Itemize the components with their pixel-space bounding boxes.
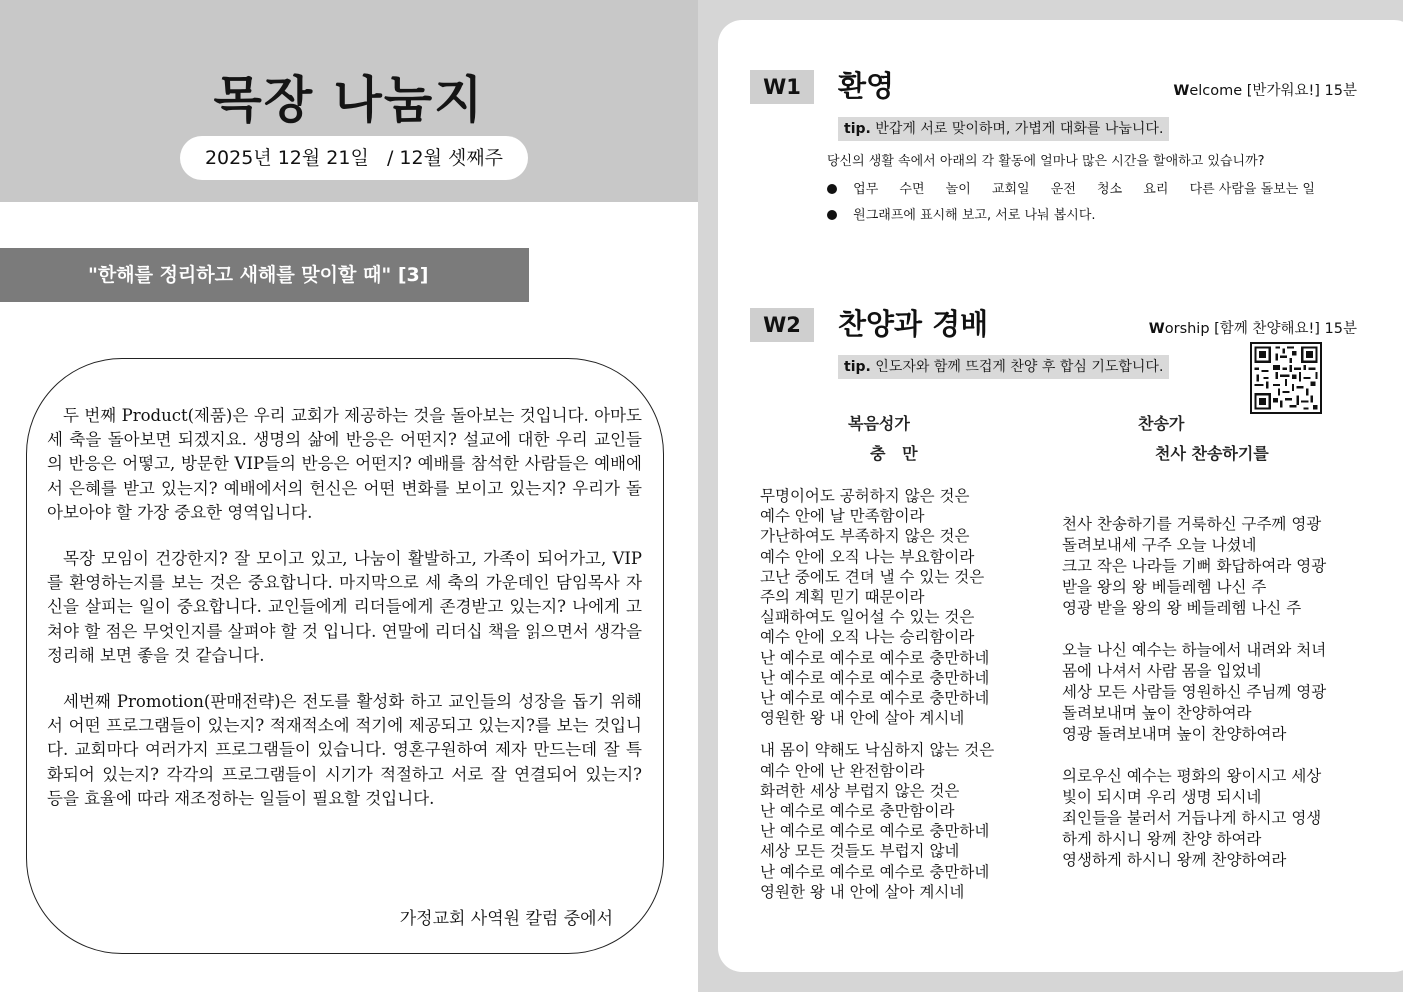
section-title-welcome: 환영 [838, 69, 895, 103]
lyric-line: 예수 안에 난 완전함이라 [760, 761, 925, 780]
lyric-line: 무명이어도 공허하지 않은 것은 [760, 487, 970, 505]
activity-item: 청소 [1097, 182, 1123, 197]
lyric-line: 예수 안에 오직 나는 부요함이라 [760, 547, 975, 566]
lyric-line: 예수 안에 오직 나는 승리함이라 [760, 628, 975, 647]
welcome-instruction: 원그래프에 표시해 보고, 서로 나눠 봅시다. [827, 204, 1096, 223]
lyric-line: 하게 하시니 왕께 찬양 하여라 [1062, 830, 1262, 848]
lyric-line: 난 예수로 예수로 예수로 충만하네 [760, 668, 990, 687]
activity-item: 수면 [899, 182, 925, 197]
lyric-line: 죄인들을 불러서 거듭나게 하시고 영생 [1062, 809, 1322, 827]
column-paragraph: 세번째 Promotion(판매전략)은 전도를 활성화 하고 교인들의 성장을 돕기 위해서 어떤 프로그램들이 있는지? 적재적소에 적기에 제공되고 있는지?를 보는 것입니다. 교회마다 여러가지 프로그램들이 있습니다. 영혼구원하여 제자 만드는데 잘 특화되어 있는지? 각각의 프로그램들이 시기가 적절하고 서로 잘 연결되어 있는지? 등을 효율에 따라 재조정하는 일들이 필요할 것입니다. [47, 692, 642, 808]
section-subtitle-worship: Worship [함께 찬양해요!] 15분 [1148, 321, 1357, 337]
section-title-worship: 찬양과 경배 [838, 307, 989, 341]
lyric-line: 내 몸이 약해도 낙심하지 않는 것은 [760, 741, 995, 760]
column-title: "한해를 정리하고 새해를 맞이할 때" [3] [0, 248, 529, 302]
date-text: 2025년 12월 21일 [204, 147, 369, 169]
lyric-line: 영광 돌려보내며 높이 찬양하여라 [1062, 725, 1287, 743]
lyric-line: 세상 모든 사람들 영원하신 주님께 영광 [1062, 683, 1327, 701]
lyric-line: 난 예수로 예수로 예수로 충만하네 [760, 648, 990, 667]
lyric-line: 영생하게 하시니 왕께 찬양하여라 [1062, 851, 1287, 869]
lyric-line: 난 예수로 예수로 예수로 충만하네 [760, 822, 990, 841]
activity-item: 놀이 [945, 182, 971, 197]
activity-item: 교회일 [991, 182, 1030, 197]
lyric-line: 난 예수로 예수로 충만함이라 [760, 802, 955, 821]
stanza [760, 740, 994, 902]
lyric-line: 영원한 왕 내 안에 살아 계시네 [760, 709, 965, 728]
section-subtitle-welcome: Welcome [반가워요!] 15분 [1173, 83, 1357, 99]
lyric-line: 예수 안에 날 만족함이라 [760, 507, 925, 526]
lyric-line: 오늘 나신 예수는 하늘에서 내려와 처녀 [1062, 641, 1327, 659]
bullet-icon [827, 210, 837, 220]
lyric-line: 고난 중에도 견뎌 낼 수 있는 것은 [760, 567, 985, 586]
activity-item: 운전 [1050, 182, 1076, 197]
column-paragraph: 두 번째 Product(제품)은 우리 교회가 제공하는 것을 돌아보는 것입니다. 아마도 세 축을 돌아보면 되겠지요. 생명의 삶에 반응은 어떤지? 설교에 대한 우리 교인들의 반응은 어떻고, 방문한 VIP들의 반응은 어떤지? 예배를 참석한 사람들은 예배에서 은혜를 받고 있는지? 예배에서의 헌신은 어떤 변화를 보이고 있는지? 우리가 돌아보아야 할 가장 중요한 영역입니다. [47, 406, 642, 522]
activity-item: 요리 [1143, 182, 1169, 197]
lyrics-hymn [1062, 514, 1374, 892]
song-title-hymn: 천사 찬송하기를 [1155, 444, 1269, 463]
lyric-line: 가난하여도 부족하지 않은 것은 [760, 527, 970, 546]
lyric-line: 돌려보내며 높이 찬양하여라 [1062, 704, 1252, 722]
lyric-line: 영원한 왕 내 안에 살아 계시네 [760, 882, 965, 901]
lyric-line: 영광 받을 왕의 왕 베들레헴 나신 주 [1062, 599, 1302, 617]
section-tag-w1: W1 [750, 70, 814, 104]
tip-welcome: tip. 반갑게 서로 맞이하며, 가볍게 대화를 나눕니다. [838, 117, 1169, 141]
activity-list [827, 178, 1332, 197]
page-title: 목장 나눔지 [213, 71, 485, 129]
stanza [760, 486, 994, 728]
lyric-line: 받을 왕의 왕 베들레헴 나신 주 [1062, 578, 1267, 596]
stanza [1062, 640, 1374, 745]
activity-item: 업무 [853, 182, 879, 197]
lyric-line: 돌려보내세 구주 오늘 나셨네 [1062, 536, 1257, 554]
section-tag-w2: W2 [750, 308, 814, 342]
column-body [47, 404, 642, 833]
tip-worship: tip. 인도자와 함께 뜨겁게 찬양 후 합심 기도합니다. [838, 355, 1169, 379]
stanza [1062, 514, 1374, 619]
stanza [1062, 766, 1374, 871]
song-category-gospel: 복음성가 [848, 414, 910, 433]
welcome-question: 당신의 생활 속에서 아래의 각 활동에 얼마나 많은 시간을 할애하고 있습니까? [827, 154, 1265, 169]
song-category-hymn: 찬송가 [1138, 414, 1185, 433]
qr-code-icon[interactable] [1250, 342, 1322, 414]
lyrics-gospel [760, 486, 994, 914]
lyric-line: 난 예수로 예수로 예수로 충만하네 [760, 862, 990, 881]
activity-item: 다른 사람을 돌보는 일 [1189, 182, 1315, 197]
lyric-line: 실패하여도 일어설 수 있는 것은 [760, 608, 975, 627]
lyric-line: 크고 작은 나라들 기뻐 화답하여라 영광 [1062, 557, 1327, 575]
lyric-line: 난 예수로 예수로 예수로 충만하네 [760, 689, 990, 708]
column-source: 가정교회 사역원 칼럼 중에서 [399, 909, 613, 929]
lyric-line: 주의 계획 믿기 때문이라 [760, 588, 925, 607]
lyric-line: 화려한 세상 부럽지 않은 것은 [760, 781, 960, 800]
column-paragraph: 목장 모임이 건강한지? 잘 모이고 있고, 나눔이 활발하고, 가족이 되어가고, VIP를 환영하는지를 보는 것은 중요합니다. 마지막으로 세 축의 가운데인 담임목사 자신을 살피는 일이 중요합니다. 교인들에게 리더들에게 존경받고 있는지? 나에게 고쳐야 할 점은 무엇인지를 살펴야 할 것 입니다. 연말에 리더십 책을 읽으면서 생각을 정리해 보면 좋을 것 같습니다. [47, 549, 642, 665]
lyric-line: 세상 모든 것들도 부럽지 않네 [760, 842, 960, 861]
date-badge [180, 136, 528, 180]
lyric-line: 빛이 되시며 우리 생명 되시네 [1062, 788, 1262, 806]
week-text: / 12월 셋째주 [386, 147, 504, 169]
lyric-line: 몸에 나셔서 사람 몸을 입었네 [1062, 662, 1262, 680]
bullet-icon [827, 184, 837, 194]
lyric-line: 의로우신 예수는 평화의 왕이시고 세상 [1062, 767, 1322, 785]
lyric-line: 천사 찬송하기를 거룩하신 구주께 영광 [1062, 515, 1322, 533]
song-title-gospel: 충 만 [870, 444, 918, 463]
